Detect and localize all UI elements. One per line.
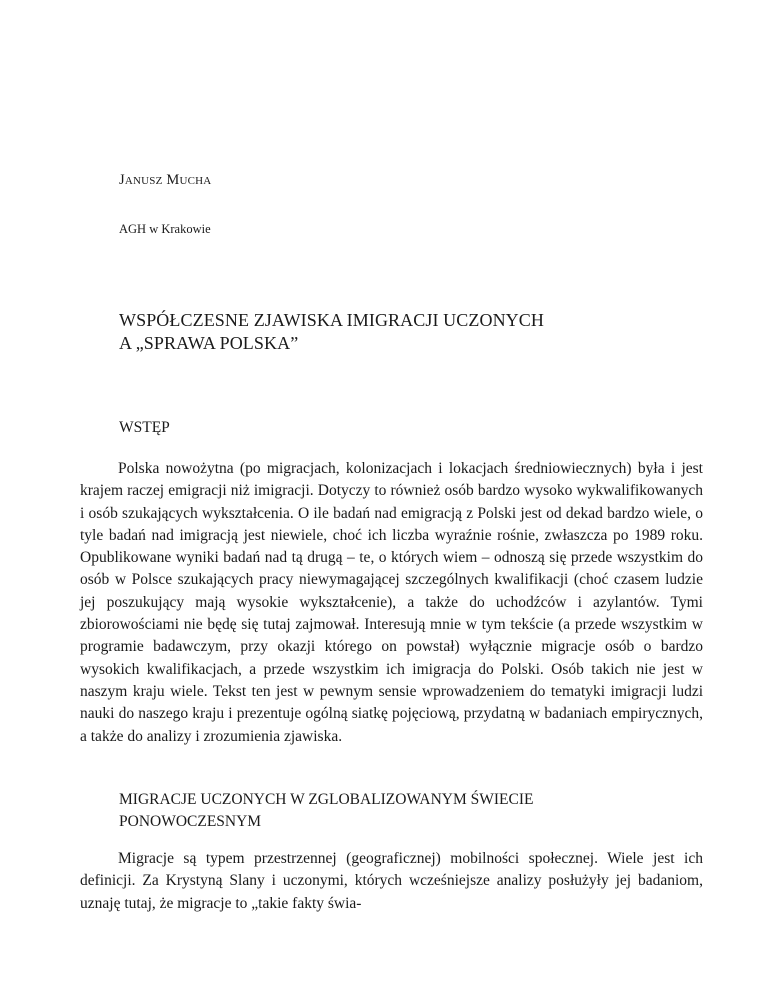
intro-paragraph: Polska nowożytna (po migracjach, kolonizacjach i lokacjach średniowiecznych) była i jest krajem raczej emigracji niż imigracji. Dotyczy to również osób bardzo wysoko wykwalifikowanych i osób szukających wykształcenia. O ile badań nad emigracją z Polski jest od dekad bardzo wiele, o tyle badań nad imigracją jest niewiele, choć ich liczba wyraźnie rośnie, zwłaszcza po 1989 roku. Opublikowane wyniki badań nad tą drugą – te, o których wiem – odnoszą się przede wszystkim do osób w Polsce szukających pracy niewymagającej szczególnych kwalifikacji (choć czasem ludzie jej poszukujący mają wysokie wykształcenie), a także do uchodźców i azylantów. Tymi zbiorowościami nie będę się tutaj zajmował. Interesują mnie w tym tekście (a przede wszystkim w programie badawczym, przy okazji którego on powstał) wyłącznie migracje osób o bardzo wysokich kwalifikacjach, a przede wszystkim ich imigracja do Polski. Osób takich nie jest w naszym kraju wiele. Tekst ten jest w pewnym sensie wprowadzeniem do tematyki imigracji ludzi nauki do naszego kraju i prezentuje ogólną siatkę pojęciową, przydatną w badaniach empirycznych, a także do analizy i zrozumienia zjawiska. [80, 460, 703, 745]
article-title [119, 309, 544, 355]
section-heading-migrations-line-1: MIGRACJE UCZONYCH W ZGLOBALIZOWANYM ŚWIECIE [119, 791, 534, 808]
author-last-rest: UCHA [179, 175, 212, 187]
article-title-line-1: WSPÓŁCZESNE ZJAWISKA IMIGRACJI UCZONYCH [119, 310, 544, 330]
author-name [119, 172, 211, 189]
author-affiliation: AGH w Krakowie [119, 222, 211, 236]
author-first-initial: J [119, 172, 125, 188]
author-first-rest: ANUSZ [124, 175, 163, 187]
migrations-paragraph: Migracje są typem przestrzennej (geograficznej) mobilności społecznej. Wiele jest ich definicji. Za Krystyną Slany i uczonymi, których wcześniejsze analizy posłużyły jej badaniom, uznaję tutaj, że migracje to „takie fakty świa- [80, 850, 703, 912]
section-heading-migrations [119, 789, 533, 833]
article-title-line-2: A „SPRAWA POLSKA” [119, 333, 299, 353]
section-heading-migrations-line-2: PONOWOCZESNYM [119, 813, 262, 830]
section-heading-intro [119, 417, 170, 439]
author-last-initial: M [166, 172, 180, 188]
section-heading-intro-text: WSTĘP [119, 419, 170, 436]
